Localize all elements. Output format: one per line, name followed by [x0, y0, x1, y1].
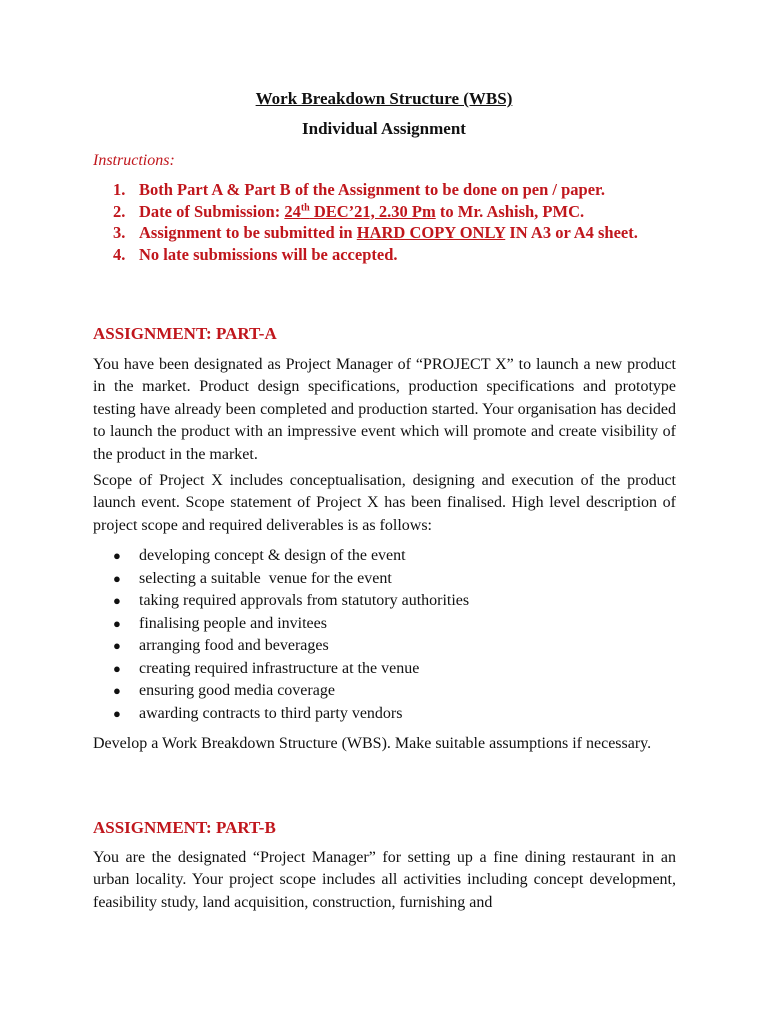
submission-date-rest: DEC’21, 2.30 Pm [309, 201, 436, 221]
instruction-item [113, 244, 673, 266]
submission-date-day: 24 [284, 201, 301, 221]
instruction-text: Both Part A & Part B of the Assignment to be done on pen / paper. [139, 180, 605, 199]
part-a-paragraph-3: Develop a Work Breakdown Structure (WBS). Make suitable assumptions if necessary. [93, 735, 652, 752]
instruction-number: 1. [113, 180, 126, 199]
list-item-text: taking required approvals from statutory authorities [139, 592, 470, 609]
bullet-icon: ● [113, 615, 121, 631]
instruction-text [139, 201, 673, 223]
part-a-paragraph-1: You have been designated as Project Manager of “PROJECT X” to launch a new product in the market. Product design specifications, production specifications and prototype testing have already been completed and production started. Your organisation has decided to launch the product with an impressive event which will promote and create visibility of the product in the market. [93, 356, 676, 463]
instruction-number: 4. [113, 244, 126, 264]
list-item [113, 613, 673, 636]
instruction-item [113, 222, 673, 244]
list-item-text: selecting a suitable venue for the event [139, 569, 392, 587]
instruction-text [139, 222, 673, 244]
instruction-text: No late submissions will be accepted. [139, 244, 398, 264]
instructions-heading: Instructions: [93, 152, 175, 169]
instructions-list [113, 179, 673, 265]
part-a-paragraph-2: Scope of Project X includes conceptualisation, designing and execution of the product launch event. Scope statement of Project X has been finalised. High level description of project scope and required deliverables is as follows: [93, 472, 676, 534]
instruction-text-pre: Date of Submission: [139, 201, 285, 221]
bullet-icon: ● [113, 593, 121, 608]
submission-date [284, 202, 435, 221]
bullet-icon: ● [113, 638, 121, 653]
instruction-number: 3. [113, 223, 126, 242]
bullet-icon: ● [113, 705, 121, 721]
bullet-icon: ● [113, 660, 121, 676]
bullet-icon: ● [113, 683, 121, 698]
submission-date-suffix: th [300, 202, 310, 213]
instruction-item [113, 201, 673, 223]
instruction-text-post: IN A3 or A4 sheet. [505, 223, 638, 242]
list-item [113, 635, 673, 658]
list-item-text: creating required infrastructure at the venue [139, 659, 420, 677]
list-item [113, 568, 673, 591]
list-item-text: arranging food and beverages [139, 637, 329, 654]
part-b-heading: ASSIGNMENT: PART-B [93, 818, 276, 837]
instruction-text-pre: Assignment to be submitted in [139, 223, 357, 242]
list-item [113, 703, 673, 726]
deliverables-list [113, 545, 673, 725]
hard-copy-emphasis: HARD COPY ONLY [356, 223, 506, 242]
document-subtitle: Individual Assignment [302, 119, 466, 138]
list-item [113, 680, 673, 703]
list-item-text: ensuring good media coverage [139, 682, 335, 699]
instruction-text-post: to Mr. Ashish, PMC. [435, 201, 585, 221]
list-item-text: developing concept & design of the event [139, 547, 406, 564]
instruction-number: 2. [113, 201, 126, 221]
list-item [113, 590, 673, 613]
list-item-text: awarding contracts to third party vendors [139, 704, 403, 722]
list-item [113, 658, 673, 681]
document-title: Work Breakdown Structure (WBS) [255, 89, 513, 108]
instruction-item [113, 179, 673, 201]
part-b-paragraph-1: You are the designated “Project Manager” for setting up a fine dining restaurant in an urban locality. Your project scope includes all activities including concept development, feasibility study, land acquisition, construction, furnishing and [93, 849, 676, 911]
list-item [113, 545, 673, 568]
part-a-heading: ASSIGNMENT: PART-A [93, 324, 277, 343]
bullet-icon: ● [113, 570, 121, 586]
bullet-icon: ● [113, 548, 121, 563]
list-item-text: finalising people and invitees [139, 614, 327, 632]
